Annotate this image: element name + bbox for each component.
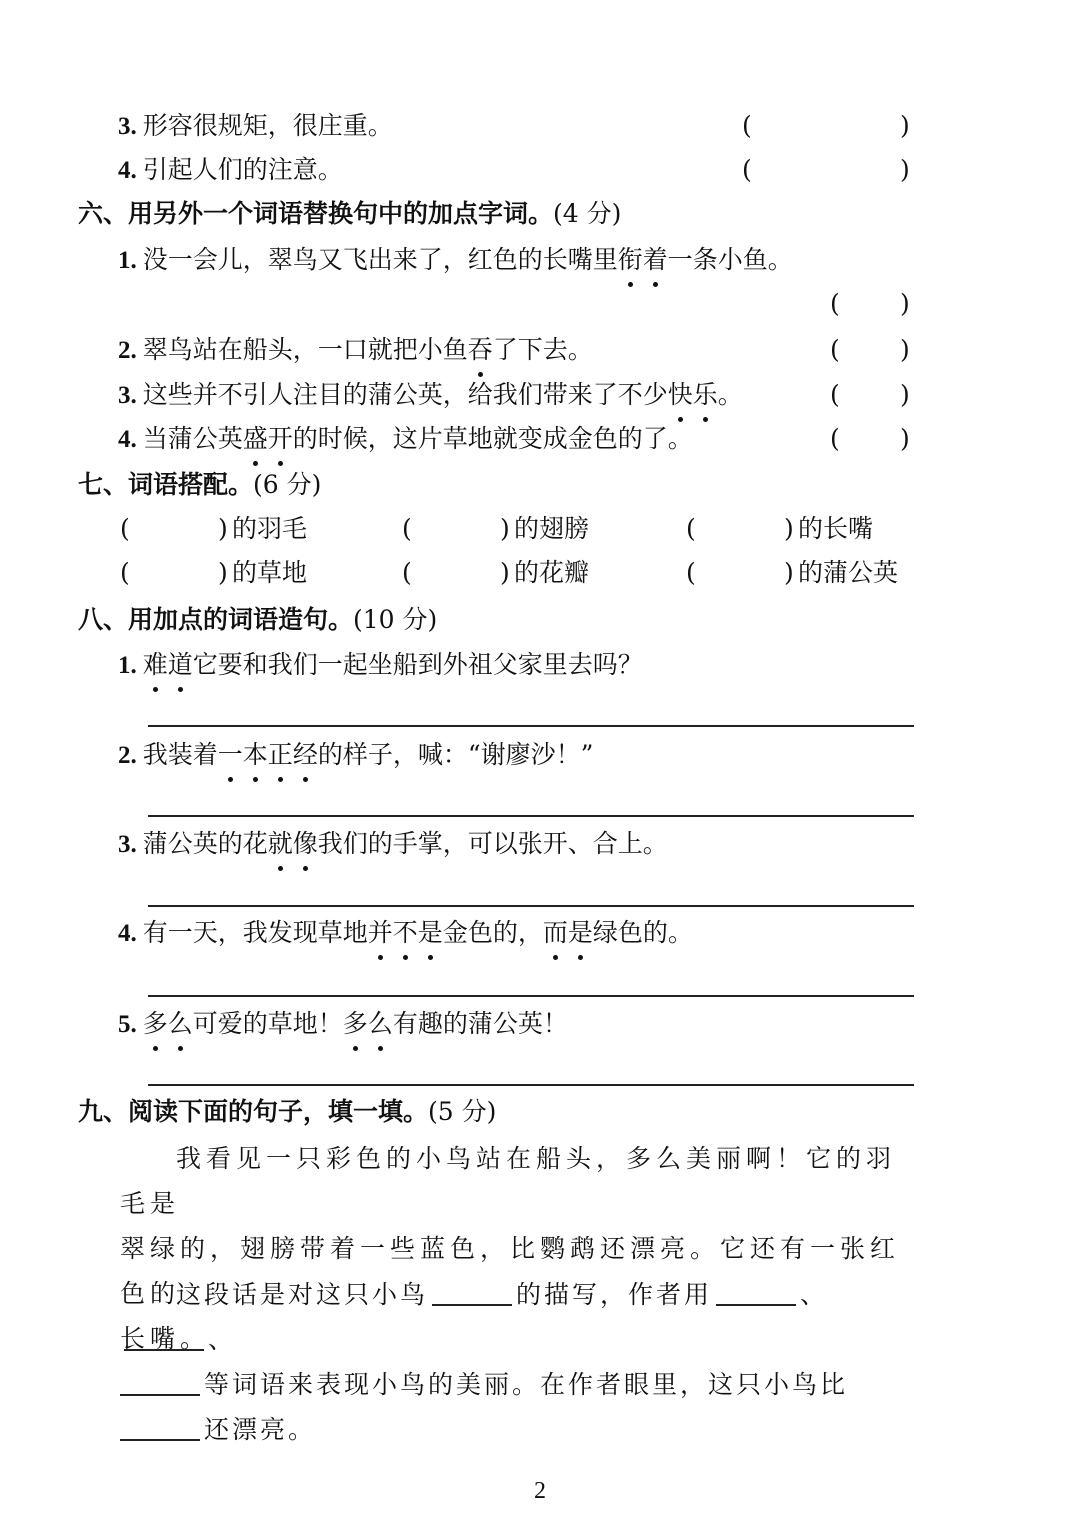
sec6-item-2 bbox=[118, 335, 593, 366]
section-7-title bbox=[78, 470, 321, 500]
section-score: (5 分) bbox=[428, 1097, 497, 1126]
section-8-title bbox=[78, 605, 437, 635]
match-word: 的翅膀 bbox=[514, 514, 590, 543]
answer-line[interactable] bbox=[148, 1084, 914, 1086]
answer-paren-close: ) bbox=[900, 111, 910, 140]
dotted-char: 本 bbox=[242, 740, 268, 769]
match-paren-close: ) bbox=[500, 514, 510, 543]
match-paren-open: ( bbox=[686, 514, 696, 543]
answer-paren-open: ( bbox=[742, 155, 752, 184]
item-text: 没一会儿，翠鸟又飞出来了，红色的长嘴里 bbox=[142, 245, 618, 274]
dotted-char: 道 bbox=[167, 650, 193, 679]
dotted-char: 一 bbox=[217, 740, 243, 769]
answer-paren-close: ) bbox=[900, 289, 910, 318]
item-number: 4. bbox=[118, 426, 137, 453]
item-text: 可爱的草地！ bbox=[192, 1009, 343, 1038]
match-paren-open: ( bbox=[686, 558, 696, 587]
match-paren-open: ( bbox=[120, 558, 130, 587]
answer-line[interactable] bbox=[148, 815, 914, 817]
dotted-char: 盛 bbox=[242, 424, 268, 453]
item-number: 5. bbox=[118, 1011, 137, 1038]
item-text: 翠鸟站在船头，一口就把小鱼 bbox=[142, 335, 468, 364]
item-text: 绿色的。 bbox=[592, 918, 693, 947]
item-number: 4. bbox=[118, 920, 137, 947]
item-number: 3. bbox=[118, 113, 137, 140]
sec8-item-3 bbox=[118, 829, 668, 860]
fill-blank[interactable] bbox=[120, 1415, 200, 1441]
match-word: 的花瓣 bbox=[514, 558, 590, 587]
fill-text: 、 bbox=[800, 1280, 829, 1309]
match-word: 的羽毛 bbox=[232, 514, 308, 543]
section-9-title bbox=[78, 1097, 496, 1127]
answer-paren-open: ( bbox=[830, 289, 840, 318]
fill-text: 还漂亮。 bbox=[204, 1415, 317, 1444]
dotted-char: 像 bbox=[292, 829, 318, 858]
sec6-item-3 bbox=[118, 380, 743, 411]
fill-question bbox=[120, 1272, 916, 1452]
dotted-word bbox=[618, 245, 668, 274]
section-title-text: 七、词语搭配。 bbox=[78, 470, 254, 499]
fill-line bbox=[120, 1407, 916, 1452]
fill-line bbox=[120, 1272, 916, 1362]
dotted-word bbox=[343, 1009, 393, 1038]
dotted-word bbox=[243, 424, 293, 453]
answer-line[interactable] bbox=[148, 905, 914, 907]
dotted-char: 难 bbox=[142, 650, 168, 679]
item-text: 有一天，我发现草地 bbox=[142, 918, 368, 947]
item-text: 了下去。 bbox=[492, 335, 593, 364]
answer-paren-close: ) bbox=[900, 380, 910, 409]
dotted-char: 快 bbox=[667, 380, 693, 409]
fill-line bbox=[120, 1362, 916, 1407]
item-text: 蒲公英的花 bbox=[142, 829, 268, 858]
sec8-item-5 bbox=[118, 1009, 568, 1040]
item-text: 它要和我们一起坐船到外祖父家里去吗？ bbox=[192, 650, 643, 679]
item-text: 的样子，喊：“谢廖沙！” bbox=[317, 740, 594, 769]
match-word: 的长嘴 bbox=[798, 514, 874, 543]
item-number: 4. bbox=[118, 157, 137, 184]
item-number: 1. bbox=[118, 247, 137, 274]
fill-text: 的描写，作者用 bbox=[516, 1280, 713, 1309]
item-text: 有趣的蒲公英！ bbox=[392, 1009, 568, 1038]
dotted-char: 并 bbox=[367, 918, 393, 947]
fill-text: 这段话是对这只小鸟 bbox=[176, 1280, 429, 1309]
sec5-item-4 bbox=[118, 155, 343, 186]
answer-paren-open: ( bbox=[830, 424, 840, 453]
dotted-char: 开 bbox=[267, 424, 293, 453]
dotted-char: 是 bbox=[567, 918, 593, 947]
item-text: 我们的手掌，可以张开、合上。 bbox=[317, 829, 668, 858]
dotted-char: 而 bbox=[542, 918, 568, 947]
dotted-char: 就 bbox=[267, 829, 293, 858]
sec8-item-2 bbox=[118, 740, 593, 771]
answer-paren-open: ( bbox=[742, 111, 752, 140]
item-text: 引起人们的注意。 bbox=[142, 155, 343, 184]
item-text: 我装着 bbox=[142, 740, 218, 769]
match-paren-open: ( bbox=[402, 514, 412, 543]
fill-blank[interactable] bbox=[120, 1370, 200, 1396]
answer-paren-close: ) bbox=[900, 155, 910, 184]
dotted-word bbox=[368, 918, 443, 947]
match-paren-open: ( bbox=[402, 558, 412, 587]
section-score: (4 分) bbox=[553, 199, 622, 228]
item-text: 这些并不引人注目的蒲公英，给我们带来了不少 bbox=[142, 380, 668, 409]
dotted-char: 乐 bbox=[692, 380, 718, 409]
item-text: 形容很规矩，很庄重。 bbox=[142, 111, 393, 140]
section-score: (10 分) bbox=[353, 605, 438, 634]
answer-paren-close: ) bbox=[900, 335, 910, 364]
item-text: 一条小鱼。 bbox=[667, 245, 793, 274]
sec8-item-1 bbox=[118, 650, 643, 681]
answer-paren-open: ( bbox=[830, 335, 840, 364]
dotted-char: 经 bbox=[292, 740, 318, 769]
item-number: 1. bbox=[118, 652, 137, 679]
item-number: 3. bbox=[118, 831, 137, 858]
item-number: 3. bbox=[118, 382, 137, 409]
dotted-char: 么 bbox=[167, 1009, 193, 1038]
page-number: 2 bbox=[534, 1478, 546, 1504]
item-number: 2. bbox=[118, 337, 137, 364]
fill-text: 、 bbox=[208, 1325, 237, 1354]
sec8-item-4 bbox=[118, 918, 693, 949]
dotted-word bbox=[268, 829, 318, 858]
answer-line[interactable] bbox=[148, 725, 914, 727]
item-text: 。 bbox=[717, 380, 743, 409]
section-title-text: 八、用加点的词语造句。 bbox=[78, 605, 354, 634]
item-number: 2. bbox=[118, 742, 137, 769]
passage-line: 长嘴。 bbox=[120, 1324, 211, 1353]
match-word: 的蒲公英 bbox=[798, 558, 899, 587]
section-score: (6 分) bbox=[253, 470, 322, 499]
fill-blank[interactable] bbox=[716, 1280, 796, 1306]
passage-line: 我看见一只彩色的小鸟站在船头，多么美丽啊！它的羽毛是 bbox=[120, 1144, 897, 1218]
match-paren-close: ) bbox=[500, 558, 510, 587]
answer-paren-open: ( bbox=[830, 380, 840, 409]
sec6-item-4 bbox=[118, 424, 693, 455]
section-title-text: 六、用另外一个词语替换句中的加点字词。 bbox=[78, 199, 554, 228]
dotted-char: 多 bbox=[342, 1009, 368, 1038]
dotted-char: 着 bbox=[642, 245, 668, 274]
dotted-char: 衔 bbox=[617, 245, 643, 274]
dotted-char: 多 bbox=[142, 1009, 168, 1038]
item-text: 金色的， bbox=[442, 918, 543, 947]
dotted-char: 么 bbox=[367, 1009, 393, 1038]
dotted-char: 吞 bbox=[467, 335, 493, 364]
section-6-title bbox=[78, 199, 621, 229]
match-paren-close: ) bbox=[784, 514, 794, 543]
dotted-char: 不 bbox=[392, 918, 418, 947]
match-paren-close: ) bbox=[218, 558, 228, 587]
sec6-item-1 bbox=[118, 245, 793, 276]
match-paren-open: ( bbox=[120, 514, 130, 543]
fill-blank[interactable] bbox=[124, 1325, 204, 1351]
item-text: 的时候，这片草地就变成金色的了。 bbox=[292, 424, 693, 453]
fill-text: 等词语来表现小鸟的美丽。在作者眼里，这只小鸟比 bbox=[204, 1370, 849, 1399]
dotted-char: 正 bbox=[267, 740, 293, 769]
dotted-word bbox=[143, 1009, 193, 1038]
dotted-word bbox=[668, 380, 718, 409]
dotted-word bbox=[218, 740, 318, 769]
answer-paren-close: ) bbox=[900, 424, 910, 453]
item-text: 当蒲公英 bbox=[142, 424, 243, 453]
section-title-text: 九、阅读下面的句子，填一填。 bbox=[78, 1097, 429, 1126]
passage-line: 翠绿的，翅膀带着一些蓝色，比鹦鹉还漂亮。它还有一张红色的 bbox=[120, 1234, 901, 1308]
dotted-word bbox=[543, 918, 593, 947]
match-paren-close: ) bbox=[218, 514, 228, 543]
dotted-char: 是 bbox=[417, 918, 443, 947]
dotted-word bbox=[468, 335, 493, 364]
match-paren-close: ) bbox=[784, 558, 794, 587]
dotted-word bbox=[143, 650, 193, 679]
answer-line[interactable] bbox=[148, 995, 914, 997]
match-word: 的草地 bbox=[232, 558, 308, 587]
fill-blank[interactable] bbox=[432, 1280, 512, 1306]
sec5-item-3 bbox=[118, 111, 393, 142]
